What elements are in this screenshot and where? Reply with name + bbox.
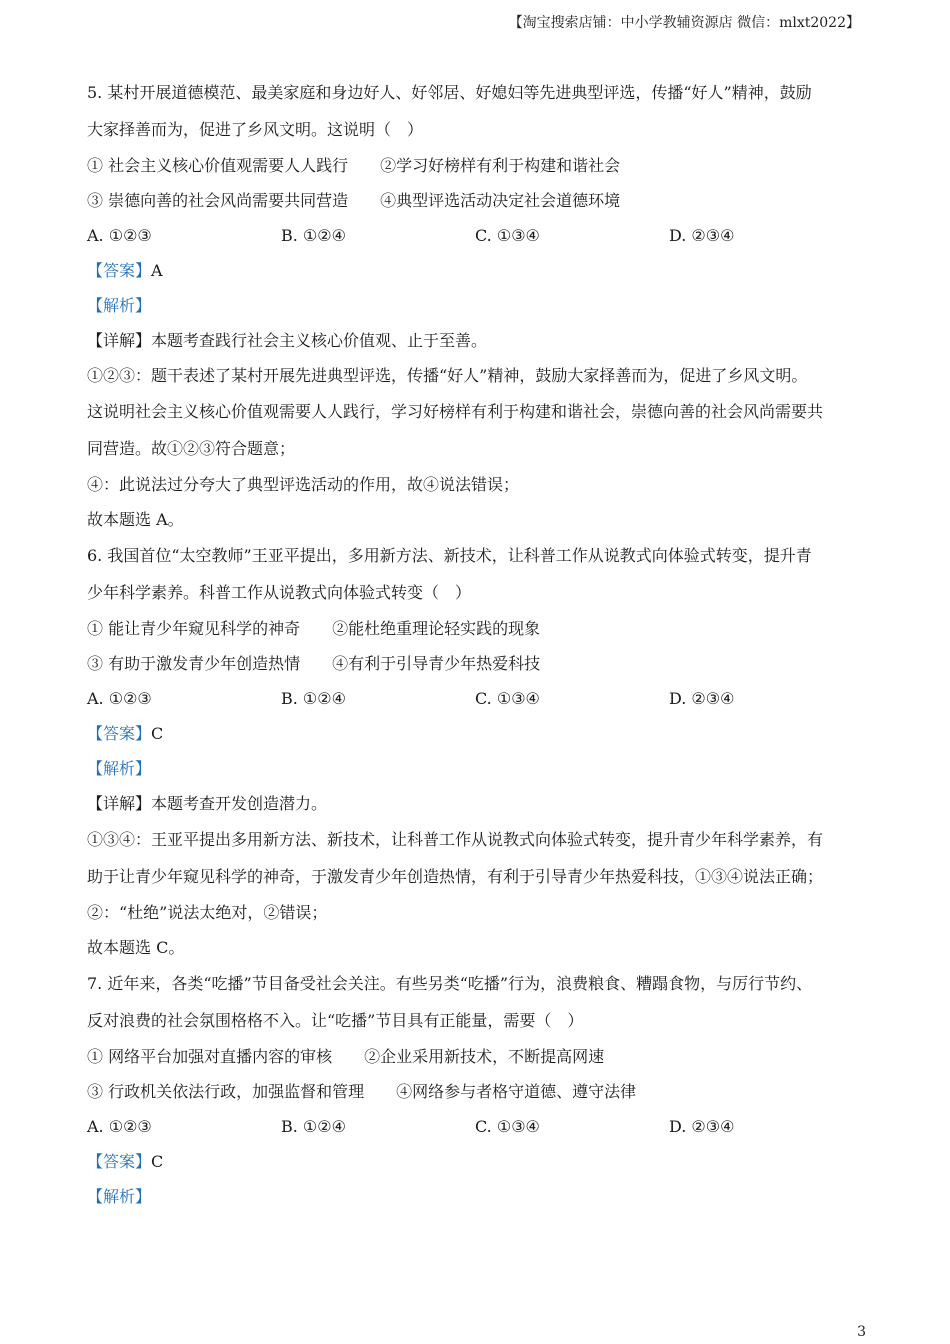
answer-value: C [151, 724, 164, 743]
question-6 [87, 537, 867, 965]
analysis-tag: 【解析】 [87, 759, 152, 778]
answer-line [87, 1144, 867, 1179]
option-c: C. ①③④ [475, 226, 540, 245]
question-stem-line: 少年科学素养。科普工作从说教式向体验式转变（ ） [87, 583, 472, 602]
answer-value: C [151, 1152, 164, 1171]
detail-line: ④：此说法过分夸大了典型评选活动的作用，故④说法错误； [87, 475, 520, 494]
answer-line [87, 716, 867, 751]
page-number: 3 [857, 1324, 866, 1340]
detail-text: 本题考查开发创造潜力。 [151, 794, 328, 813]
statement-line: ① 能让青少年窥见科学的神奇 ②能杜绝重理论轻实践的现象 [87, 619, 541, 638]
detail-line: 这说明社会主义核心价值观需要人人践行，学习好榜样有利于构建和谐社会，崇德向善的社会风尚需要共 [87, 402, 824, 421]
option-c: C. ①③④ [475, 1117, 540, 1136]
detail-line: ②：“杜绝”说法太绝对，②错误； [87, 903, 328, 922]
analysis-tag: 【解析】 [87, 1187, 152, 1206]
detail-line: 故本题选 A。 [87, 510, 184, 529]
option-row [87, 681, 867, 716]
analysis-line [87, 751, 867, 786]
answer-value: A [151, 261, 163, 280]
option-b: B. ①②④ [281, 1117, 346, 1136]
answer-line [87, 253, 867, 288]
header-note: 【淘宝搜索店铺：中小学教辅资源店 微信：mlxt2022】 [508, 15, 860, 31]
detail-tag: 【详解】 [87, 331, 152, 350]
answer-tag: 【答案】 [87, 1152, 152, 1171]
question-stem-line: 大家择善而为，促进了乡风文明。这说明（ ） [87, 120, 424, 139]
detail-line: 助于让青少年窥见科学的神奇，于激发青少年创造热情，有利于引导青少年热爱科技，①③④说法正确； [87, 867, 824, 886]
option-b: B. ①②④ [281, 226, 346, 245]
question-stem-line: 5. 某村开展道德模范、最美家庭和身边好人、好邻居、好媳妇等先进典型评选，传播“好人”精神，鼓励 [87, 83, 812, 102]
detail-line: ①②③：题干表述了某村开展先进典型评选，传播“好人”精神，鼓励大家择善而为，促进了乡风文明。 [87, 366, 808, 385]
detail-line: 故本题选 C。 [87, 938, 185, 957]
question-stem-line: 反对浪费的社会氛围格格不入。让“吃播”节目具有正能量，需要（ ） [87, 1011, 584, 1030]
question-7 [87, 965, 867, 1214]
analysis-line [87, 288, 867, 323]
option-a: A. ①②③ [87, 689, 152, 708]
option-row [87, 218, 867, 253]
option-d: D. ②③④ [669, 689, 735, 708]
option-row [87, 1109, 867, 1144]
question-5 [87, 74, 867, 537]
option-a: A. ①②③ [87, 226, 152, 245]
option-b: B. ①②④ [281, 689, 346, 708]
option-d: D. ②③④ [669, 226, 735, 245]
detail-line [87, 323, 867, 358]
detail-line: ①③④：王亚平提出多用新方法、新技术，让科普工作从说教式向体验式转变，提升青少年科学素养，有 [87, 830, 824, 849]
question-stem-line: 7. 近年来，各类“吃播”节目备受社会关注。有些另类“吃播”行为，浪费粮食、糟蹋食物，与厉行节约、 [87, 974, 813, 993]
option-c: C. ①③④ [475, 689, 540, 708]
option-d: D. ②③④ [669, 1117, 735, 1136]
statement-line: ① 网络平台加强对直播内容的审核 ②企业采用新技术，不断提高网速 [87, 1047, 605, 1066]
detail-tag: 【详解】 [87, 794, 152, 813]
answer-tag: 【答案】 [87, 261, 152, 280]
answer-tag: 【答案】 [87, 724, 152, 743]
option-a: A. ①②③ [87, 1117, 152, 1136]
analysis-tag: 【解析】 [87, 296, 152, 315]
statement-line: ③ 有助于激发青少年创造热情 ④有利于引导青少年热爱科技 [87, 654, 541, 673]
analysis-line [87, 1179, 867, 1214]
detail-line [87, 786, 867, 821]
statement-line: ③ 崇德向善的社会风尚需要共同营造 ④典型评选活动决定社会道德环境 [87, 191, 621, 210]
detail-text: 本题考查践行社会主义核心价值观、止于至善。 [151, 331, 488, 350]
question-stem-line: 6. 我国首位“太空教师”王亚平提出，多用新方法、新技术，让科普工作从说教式向体验式转变，提升青 [87, 546, 812, 565]
document-body [87, 74, 867, 1214]
statement-line: ① 社会主义核心价值观需要人人践行 ②学习好榜样有利于构建和谐社会 [87, 156, 621, 175]
detail-line: 同营造。故①②③符合题意； [87, 439, 296, 458]
statement-line: ③ 行政机关依法行政，加强监督和管理 ④网络参与者格守道德、遵守法律 [87, 1082, 637, 1101]
